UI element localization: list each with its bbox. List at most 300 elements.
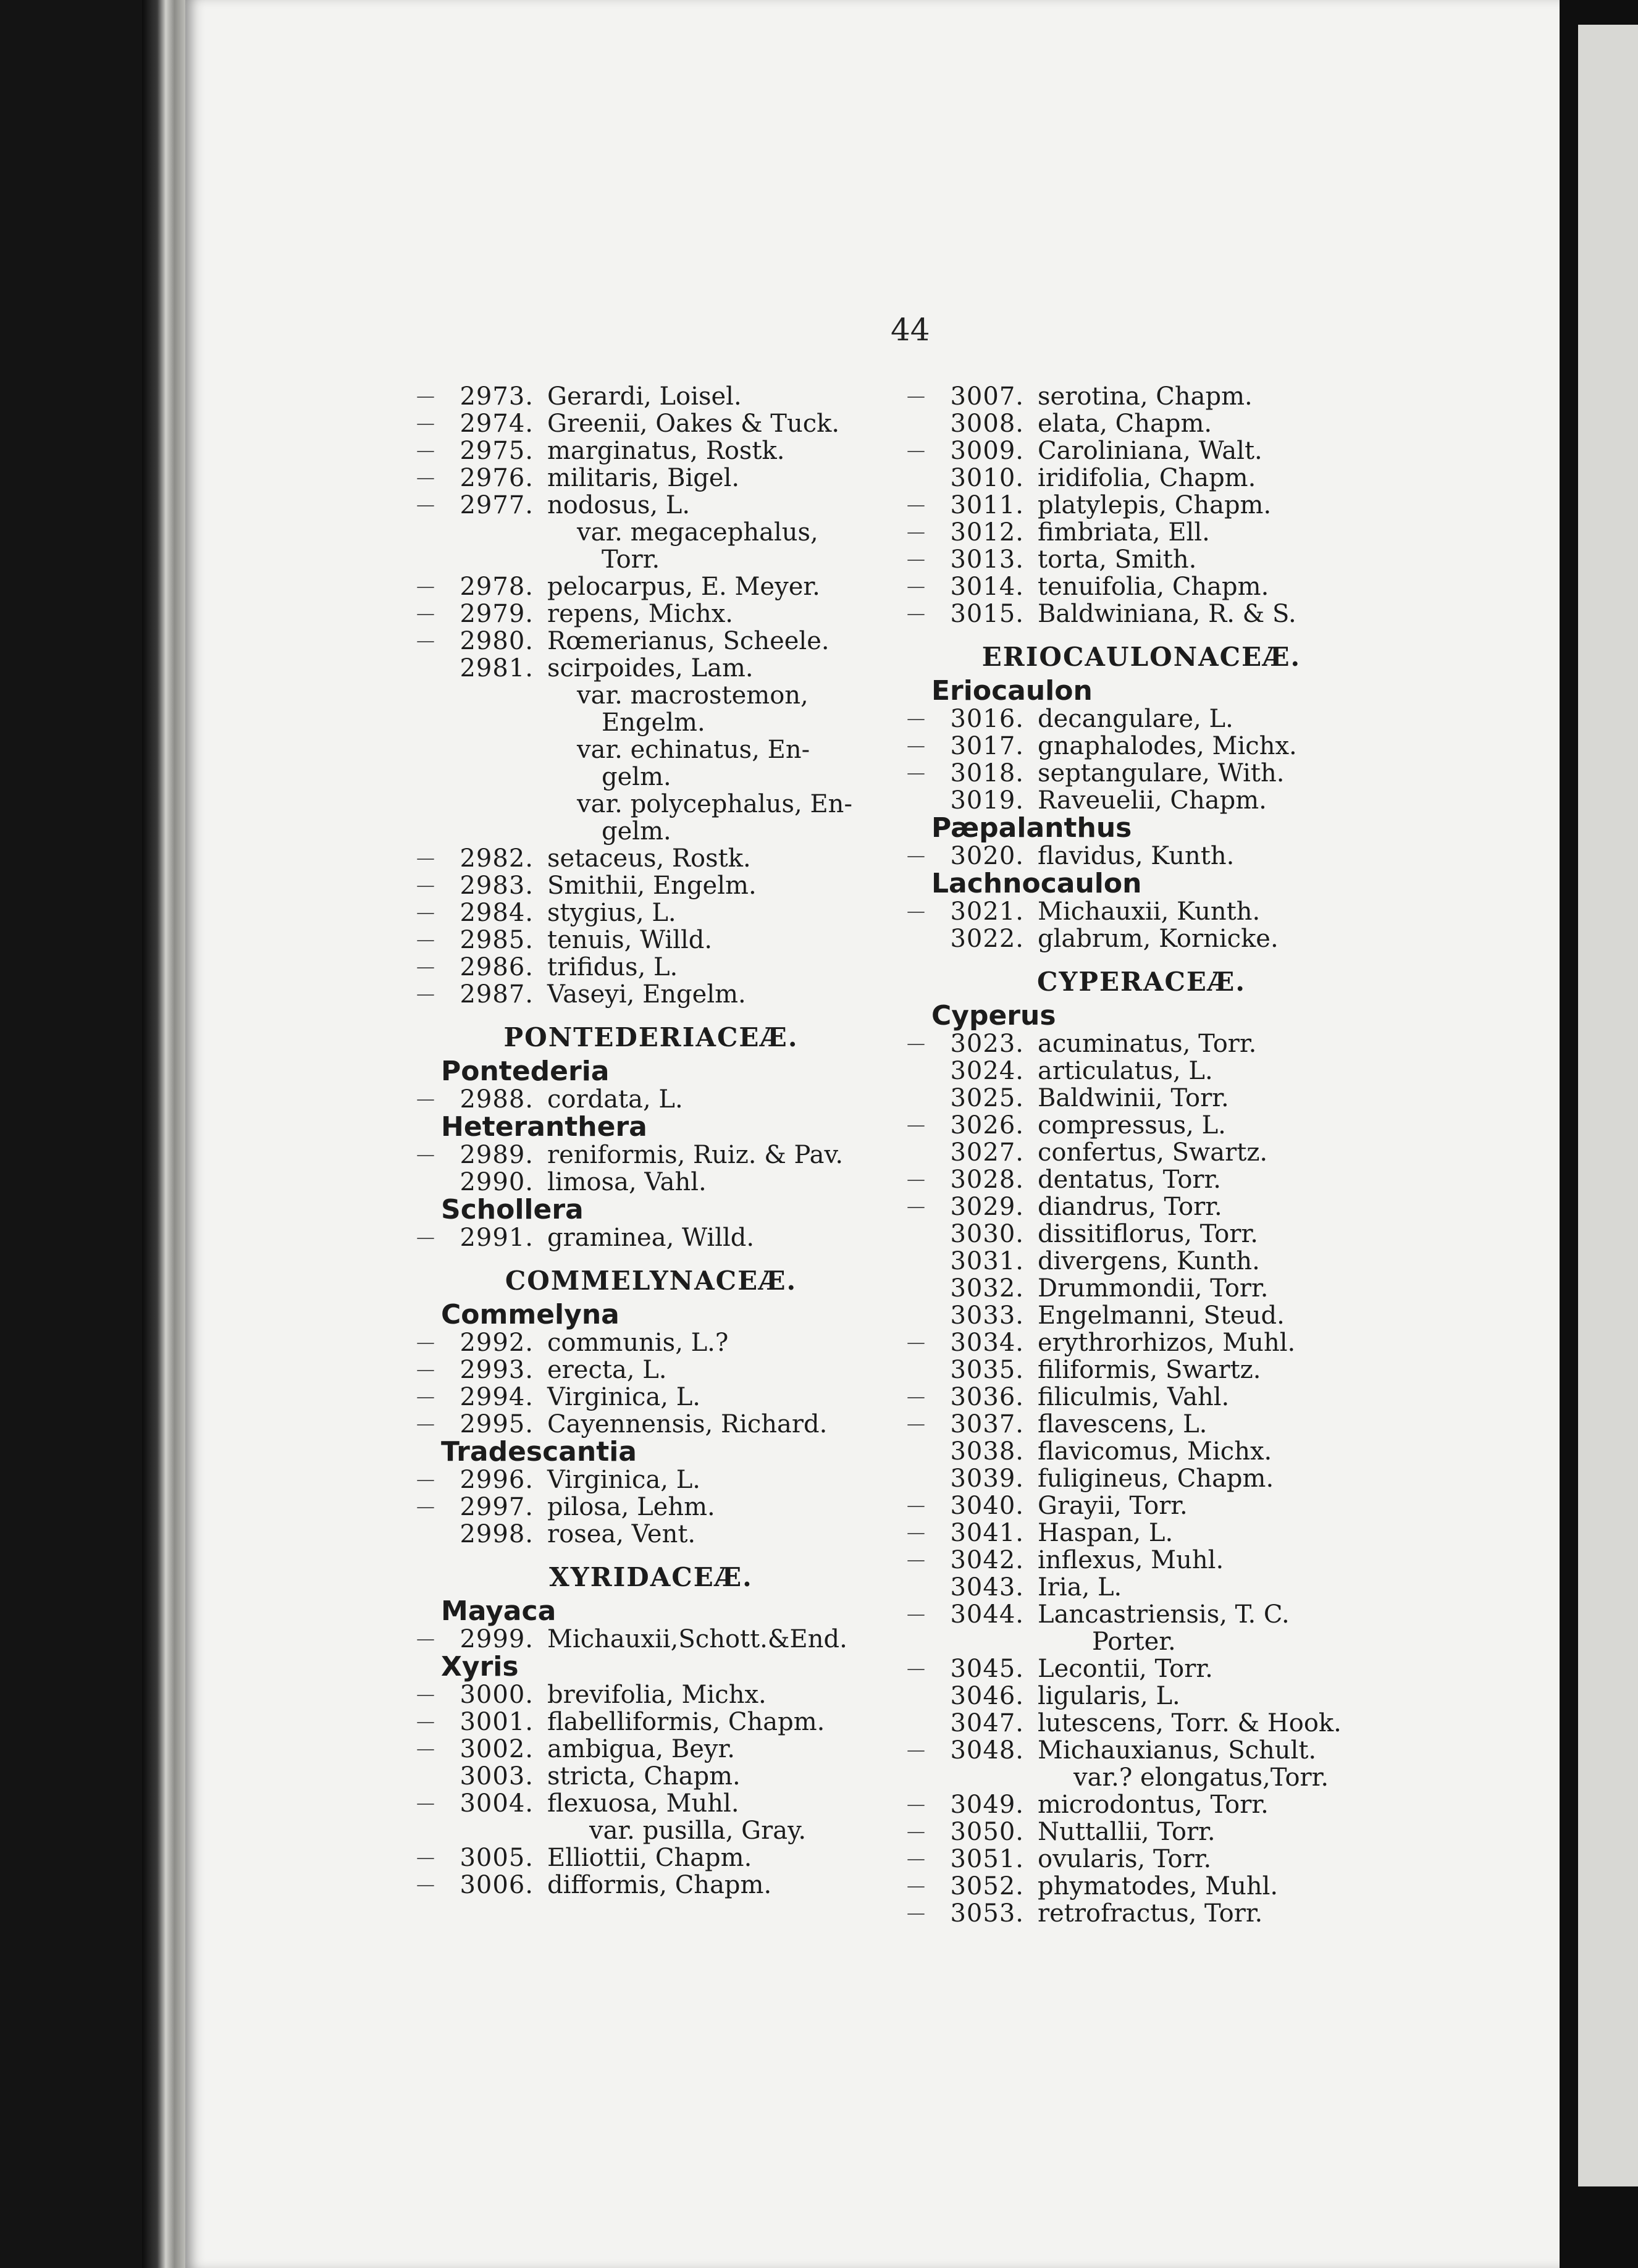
species-number: 3002. [460,1735,534,1763]
species-name: filiformis, Swartz. [1038,1356,1261,1384]
species-name: Baldwinii, Torr. [1038,1084,1229,1112]
genus-heading: Xyris [441,1651,519,1682]
species-name: Gerardi, Loisel. [547,382,742,411]
species-entry [931,1682,1376,1710]
check-mark-icon: — [907,576,925,597]
genus-heading: Pontederia [441,1056,610,1087]
species-name: lutescens, Torr. & Hook. [1038,1709,1342,1737]
species-entry [907,1736,1376,1765]
check-mark-icon: — [416,1386,435,1408]
species-name: reniformis, Ruiz. & Pav. [547,1141,844,1169]
check-mark-icon: — [907,1549,925,1571]
species-name: erythrorhizos, Muhl. [1038,1329,1296,1357]
species-entry [907,897,1376,926]
check-mark-icon: — [416,413,435,434]
species-entry [907,1845,1376,1873]
species-number: 3008. [950,410,1024,438]
species-number: 3034. [950,1329,1024,1357]
genus-heading: Cyperus [931,1000,1056,1031]
species-number: 3049. [950,1791,1024,1819]
species-entry [416,980,886,1009]
species-name: Caroliniana, Walt. [1038,437,1262,465]
species-number: 3005. [460,1844,534,1872]
check-mark-icon: — [416,1469,435,1490]
species-name: Iria, L. [1038,1573,1122,1602]
species-name: communis, L.? [547,1329,729,1357]
species-number: 2993. [460,1356,534,1384]
check-mark-icon: — [907,1114,925,1136]
species-entry [907,437,1376,465]
species-number: 2992. [460,1329,534,1357]
species-entry [416,627,886,655]
check-mark-icon: — [416,467,435,489]
variety-line: Porter. [1092,1628,1176,1656]
species-name: elata, Chapm. [1038,410,1212,438]
species-name: septangulare, With. [1038,759,1285,788]
species-name: microdontus, Torr. [1038,1791,1269,1819]
species-entry [441,655,886,682]
species-entry [907,1329,1376,1357]
species-entry [907,1111,1376,1140]
species-name: graminea, Willd. [547,1224,755,1252]
species-entry [907,732,1376,760]
species-name: ambigua, Beyr. [547,1735,735,1763]
species-name: setaceus, Rostk. [547,844,751,873]
check-mark-icon: — [907,1386,925,1408]
check-mark-icon: — [416,983,435,1005]
check-mark-icon: — [907,521,925,543]
species-number: 3043. [950,1573,1024,1602]
check-mark-icon: — [416,1413,435,1435]
species-number: 3014. [950,573,1024,601]
species-number: 2996. [460,1466,534,1494]
species-entry [416,1224,886,1252]
species-name: phymatodes, Muhl. [1038,1872,1279,1900]
check-mark-icon: — [416,956,435,978]
species-name: ovularis, Torr. [1038,1845,1212,1873]
species-number: 2985. [460,926,534,954]
check-mark-icon: — [416,1711,435,1732]
species-entry [416,1356,886,1384]
species-entry [416,872,886,900]
species-entry [416,1141,886,1169]
species-name: Greenii, Oakes & Tuck. [547,410,840,438]
species-entry [416,1844,886,1872]
species-number: 3022. [950,925,1024,953]
species-entry [931,1275,1376,1302]
species-name: flavidus, Kunth. [1038,842,1235,870]
species-entry [907,705,1376,733]
species-entry [416,953,886,981]
species-entry [416,1625,886,1653]
genus-heading: Mayaca [441,1595,556,1627]
species-entry [416,1681,886,1709]
species-name: Nuttallii, Torr. [1038,1818,1216,1846]
species-name: stygius, L. [547,899,676,927]
family-heading: PONTEDERIACEÆ. [503,1022,799,1052]
genus-heading: Lachnocaulon [931,868,1142,899]
species-entry [907,518,1376,547]
species-name: torta, Smith. [1038,545,1197,574]
species-entry [931,1057,1376,1085]
species-name: inflexus, Muhl. [1038,1546,1224,1574]
variety-line: gelm. [602,763,671,791]
species-entry [931,1710,1376,1737]
species-entry [931,1438,1376,1465]
species-number: 3010. [950,464,1024,492]
species-entry [931,1220,1376,1248]
species-number: 2994. [460,1383,534,1411]
variety-line: gelm. [602,817,671,846]
species-number: 3050. [950,1818,1024,1846]
species-number: 3028. [950,1166,1024,1194]
species-number: 3020. [950,842,1024,870]
species-name: pelocarpus, E. Meyer. [547,573,820,601]
species-name: Michauxii,Schott.&End. [547,1625,847,1653]
species-name: decangulare, L. [1038,705,1233,733]
species-number: 3048. [950,1736,1024,1765]
species-name: Michauxii, Kunth. [1038,897,1261,926]
species-entry [416,1085,886,1114]
genus-heading: Commelyna [441,1299,620,1330]
species-name: trifidus, L. [547,953,678,981]
species-number: 2978. [460,573,534,601]
check-mark-icon: — [416,1792,435,1814]
species-entry [416,1735,886,1763]
species-entry [416,1383,886,1411]
species-name: stricta, Chapm. [547,1762,741,1791]
species-number: 2976. [460,464,534,492]
check-mark-icon: — [907,1169,925,1190]
check-mark-icon: — [907,1739,925,1761]
check-mark-icon: — [416,1359,435,1380]
species-entry [907,1872,1376,1900]
check-mark-icon: — [416,1684,435,1705]
species-name: Virginica, L. [547,1383,701,1411]
species-name: tenuis, Willd. [547,926,713,954]
check-mark-icon: — [907,845,925,867]
page-number: 44 [891,312,930,348]
family-heading: COMMELYNACEÆ. [505,1266,797,1296]
species-name: diandrus, Torr. [1038,1193,1222,1221]
species-name: flexuosa, Muhl. [547,1789,739,1818]
species-entry [907,600,1376,628]
check-mark-icon: — [907,1848,925,1870]
species-entry [416,1871,886,1899]
species-number: 3011. [950,491,1024,519]
variety-line: var. megacephalus, [577,518,818,547]
genus-heading: Eriocaulon [931,675,1093,707]
species-entry [931,1248,1376,1275]
check-mark-icon: — [416,1332,435,1353]
left-column [416,382,886,1899]
species-number: 3017. [950,732,1024,760]
check-mark-icon: — [907,762,925,784]
species-number: 2990. [460,1168,534,1196]
next-page-strip [1578,25,1638,2186]
check-mark-icon: — [907,735,925,757]
species-entry [931,1085,1376,1112]
variety-line: var. echinatus, En- [577,736,810,764]
family-heading: ERIOCAULONACEÆ. [981,642,1301,672]
species-number: 3038. [950,1437,1024,1466]
check-mark-icon: — [416,576,435,597]
species-name: Cayennensis, Richard. [547,1410,828,1438]
species-entry [907,573,1376,601]
species-name: flabelliformis, Chapm. [547,1708,825,1736]
check-mark-icon: — [416,1628,435,1650]
species-number: 2997. [460,1493,534,1521]
species-name: Lancastriensis, T. C. [1038,1600,1290,1629]
check-mark-icon: — [907,1522,925,1544]
species-number: 3021. [950,897,1024,926]
species-entry [931,787,1376,814]
species-entry [907,1030,1376,1058]
species-number: 3053. [950,1899,1024,1928]
species-number: 3001. [460,1708,534,1736]
check-mark-icon: — [907,1413,925,1435]
species-number: 3044. [950,1600,1024,1629]
species-name: flavescens, L. [1038,1410,1208,1438]
species-name: Smithii, Engelm. [547,872,757,900]
species-number: 2981. [460,654,534,682]
check-mark-icon: — [907,385,925,407]
species-entry [931,1356,1376,1384]
species-entry [416,1493,886,1521]
species-name: serotina, Chapm. [1038,382,1253,411]
check-mark-icon: — [907,548,925,570]
species-number: 2986. [460,953,534,981]
species-entry [907,1600,1376,1629]
species-number: 2989. [460,1141,534,1169]
right-column [907,382,1376,1928]
species-number: 3052. [950,1872,1024,1900]
check-mark-icon: — [907,1658,925,1679]
variety-line: Torr. [602,545,660,574]
species-entry [416,573,886,601]
species-name: retrofractus, Torr. [1038,1899,1263,1928]
check-mark-icon: — [416,1144,435,1166]
species-entry [416,1789,886,1818]
species-entry [416,844,886,873]
species-entry [907,545,1376,574]
species-number: 3046. [950,1682,1024,1710]
species-name: Grayii, Torr. [1038,1492,1188,1520]
species-entry [907,842,1376,870]
variety-line: var. macrostemon, [577,681,808,710]
species-entry [907,1166,1376,1194]
species-name: Engelmanni, Steud. [1038,1301,1285,1330]
species-entry [416,1329,886,1357]
check-mark-icon: — [416,902,435,923]
species-entry [416,1410,886,1438]
species-entry [416,437,886,465]
species-number: 3012. [950,518,1024,547]
species-entry [931,1465,1376,1492]
species-name: Rœmerianus, Scheele. [547,627,830,655]
species-entry [907,1546,1376,1574]
species-name: gnaphalodes, Michx. [1038,732,1297,760]
check-mark-icon: — [416,1496,435,1518]
species-name: cordata, L. [547,1085,683,1114]
species-name: Drummondii, Torr. [1038,1274,1269,1303]
family-heading: XYRIDACEÆ. [549,1562,753,1592]
family-heading: CYPERACEÆ. [1037,967,1246,997]
species-name: Michauxianus, Schult. [1038,1736,1317,1765]
check-mark-icon: — [416,1738,435,1760]
species-name: militaris, Bigel. [547,464,740,492]
species-entry [931,410,1376,437]
species-entry [907,1410,1376,1438]
genus-heading: Heteranthera [441,1111,647,1143]
species-name: nodosus, L. [547,491,691,519]
species-number: 2979. [460,600,534,628]
species-number: 3025. [950,1084,1024,1112]
species-entry [907,1818,1376,1846]
species-name: divergens, Kunth. [1038,1247,1260,1275]
check-mark-icon: — [907,901,925,922]
species-number: 3000. [460,1681,534,1709]
species-name: dissitiflorus, Torr. [1038,1220,1258,1248]
species-number: 2995. [460,1410,534,1438]
species-number: 3013. [950,545,1024,574]
check-mark-icon: — [907,708,925,729]
check-mark-icon: — [416,875,435,896]
species-name: filiculmis, Vahl. [1038,1383,1230,1411]
species-number: 3003. [460,1762,534,1791]
check-mark-icon: — [907,1875,925,1897]
species-entry [907,759,1376,788]
species-number: 2999. [460,1625,534,1653]
book-spine [142,0,185,2268]
species-number: 3047. [950,1709,1024,1737]
species-number: 2998. [460,1520,534,1548]
species-entry [907,1193,1376,1221]
species-number: 3051. [950,1845,1024,1873]
species-number: 3026. [950,1111,1024,1140]
species-number: 2988. [460,1085,534,1114]
species-number: 2980. [460,627,534,655]
species-name: dentatus, Torr. [1038,1166,1221,1194]
species-name: pilosa, Lehm. [547,1493,715,1521]
check-mark-icon: — [416,1088,435,1110]
species-name: Lecontii, Torr. [1038,1655,1213,1683]
check-mark-icon: — [907,1033,925,1054]
species-name: Virginica, L. [547,1466,701,1494]
species-name: repens, Michx. [547,600,733,628]
species-name: glabrum, Kornicke. [1038,925,1279,953]
species-number: 3042. [950,1546,1024,1574]
check-mark-icon: — [416,1847,435,1868]
species-number: 2975. [460,437,534,465]
genus-heading: Pæpalanthus [931,812,1132,844]
check-mark-icon: — [416,630,435,652]
species-number: 3009. [950,437,1024,465]
species-number: 3041. [950,1519,1024,1547]
check-mark-icon: — [907,440,925,461]
species-number: 3030. [950,1220,1024,1248]
species-number: 2984. [460,899,534,927]
species-number: 2982. [460,844,534,873]
species-name: fimbriata, Ell. [1038,518,1210,547]
species-name: Baldwiniana, R. & S. [1038,600,1296,628]
species-number: 3007. [950,382,1024,411]
check-mark-icon: — [907,603,925,624]
species-name: difformis, Chapm. [547,1871,772,1899]
check-mark-icon: — [907,494,925,516]
species-entry [416,410,886,438]
species-number: 3036. [950,1383,1024,1411]
species-name: Haspan, L. [1038,1519,1174,1547]
species-number: 3018. [950,759,1024,788]
check-mark-icon: — [416,1874,435,1896]
species-number: 3006. [460,1871,534,1899]
species-name: confertus, Swartz. [1038,1138,1268,1167]
species-entry [907,1655,1376,1683]
species-name: Elliottii, Chapm. [547,1844,752,1872]
species-number: 2974. [460,410,534,438]
species-name: flavicomus, Michx. [1038,1437,1272,1466]
species-name: platylepis, Chapm. [1038,491,1272,519]
species-number: 3024. [950,1057,1024,1085]
species-number: 3031. [950,1247,1024,1275]
species-number: 3035. [950,1356,1024,1384]
species-number: 3004. [460,1789,534,1818]
check-mark-icon: — [416,603,435,624]
species-entry [931,925,1376,952]
species-entry [416,1466,886,1494]
species-name: fuligineus, Chapm. [1038,1464,1274,1493]
species-entry [907,1492,1376,1520]
check-mark-icon: — [907,1332,925,1353]
species-entry [416,1708,886,1736]
species-name: Vaseyi, Engelm. [547,980,746,1009]
species-number: 2973. [460,382,534,411]
species-entry [416,600,886,628]
next-page-edge [1560,0,1638,2268]
species-number: 3045. [950,1655,1024,1683]
species-number: 3032. [950,1274,1024,1303]
species-entry [416,464,886,492]
check-mark-icon: — [416,440,435,461]
species-number: 3023. [950,1030,1024,1058]
check-mark-icon: — [907,1794,925,1815]
variety-line: var. pusilla, Gray. [589,1816,807,1845]
species-entry [416,382,886,411]
species-entry [907,1519,1376,1547]
check-mark-icon: — [907,1495,925,1516]
species-name: iridifolia, Chapm. [1038,464,1256,492]
check-mark-icon: — [907,1902,925,1924]
check-mark-icon: — [416,929,435,951]
species-entry [931,1302,1376,1329]
variety-line: Engelm. [602,708,705,737]
species-entry [907,382,1376,411]
genus-heading: Schollera [441,1194,584,1225]
species-entry [907,491,1376,519]
variety-line: var.? elongatus,Torr. [1073,1763,1329,1792]
species-entry [907,1899,1376,1928]
check-mark-icon: — [416,1227,435,1248]
species-name: rosea, Vent. [547,1520,696,1548]
check-mark-icon: — [416,385,435,407]
species-name: acuminatus, Torr. [1038,1030,1257,1058]
check-mark-icon: — [416,847,435,869]
species-entry [441,1169,886,1196]
species-name: ligularis, L. [1038,1682,1180,1710]
species-entry [441,1763,886,1790]
check-mark-icon: — [907,1821,925,1842]
